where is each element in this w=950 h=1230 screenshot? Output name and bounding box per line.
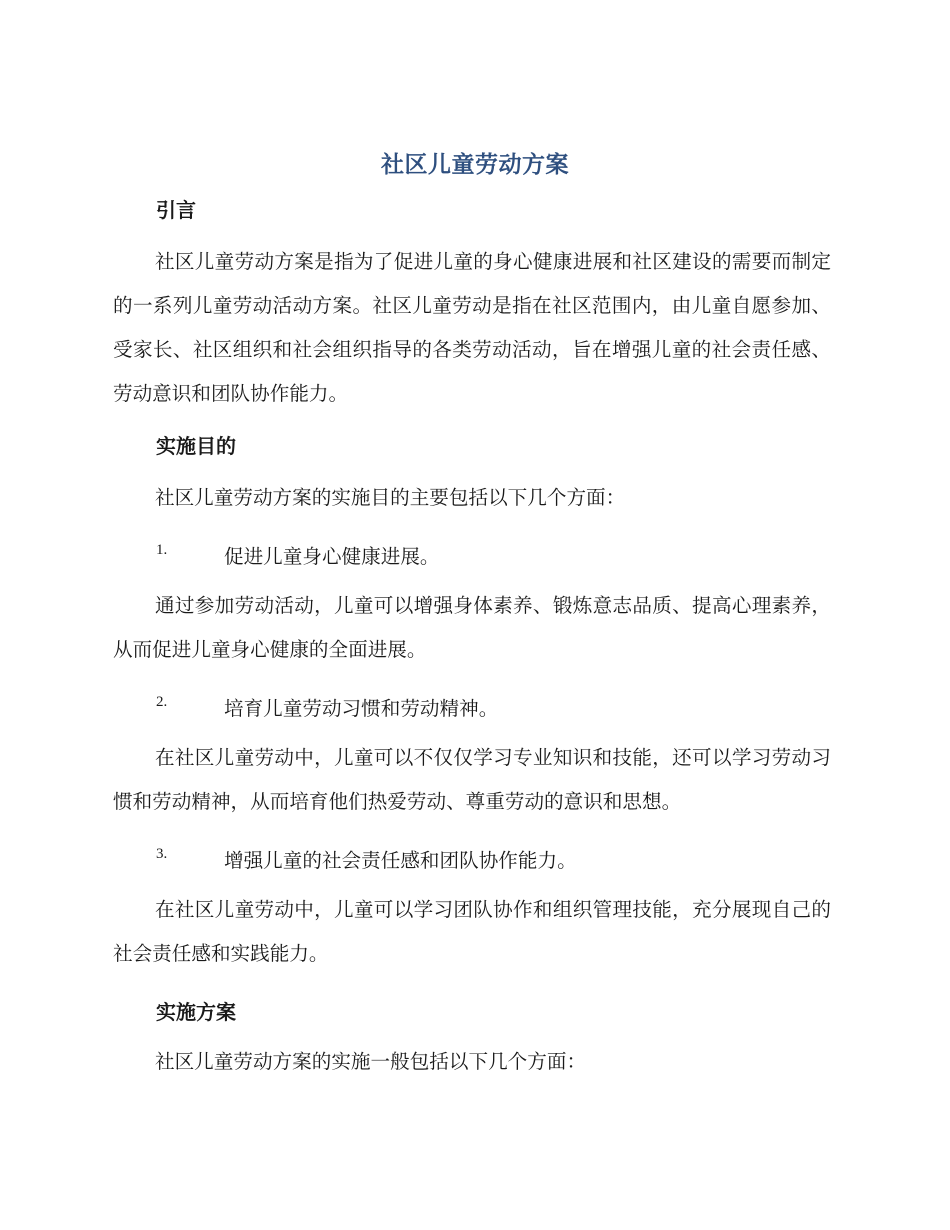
list-item-number: 2.	[156, 694, 168, 710]
list-item-number: 3.	[156, 846, 168, 862]
document-title: 社区儿童劳动方案	[381, 152, 569, 178]
section-heading-purpose: 实施目的	[156, 434, 236, 458]
list-item-detail-paragraph: 通过参加劳动活动，儿童可以增强身体素养、锻炼意志品质、提高心理素养，从而促进儿童身心健康的全面进展。	[113, 594, 831, 661]
plan-lead-paragraph: 社区儿童劳动方案的实施一般包括以下几个方面：	[155, 1050, 587, 1073]
section-heading-intro: 引言	[156, 198, 196, 222]
list-item-text: 培育儿童劳动习惯和劳动精神。	[224, 697, 499, 720]
intro-paragraph: 社区儿童劳动方案是指为了促进儿童的身心健康进展和社区建设的需要而制定的一系列儿童劳动活动方案。社区儿童劳动是指在社区范围内，由儿童自愿参加、受家长、社区组织和社会组织指导的各类劳动活动，旨在增强儿童的社会责任感、劳动意识和团队协作能力。	[113, 250, 831, 405]
list-item-number: 1.	[156, 542, 168, 558]
section-heading-plan: 实施方案	[156, 1000, 236, 1024]
list-item-text: 增强儿童的社会责任感和团队协作能力。	[224, 849, 577, 872]
list-item-detail-paragraph: 在社区儿童劳动中，儿童可以学习团队协作和组织管理技能，充分展现自己的社会责任感和实践能力。	[113, 898, 831, 965]
purpose-lead-paragraph: 社区儿童劳动方案的实施目的主要包括以下几个方面：	[155, 486, 626, 509]
list-item-detail-paragraph: 在社区儿童劳动中，儿童可以不仅仅学习专业知识和技能，还可以学习劳动习惯和劳动精神，从而培育他们热爱劳动、尊重劳动的意识和思想。	[113, 746, 831, 813]
list-item-text: 促进儿童身心健康进展。	[224, 545, 440, 568]
